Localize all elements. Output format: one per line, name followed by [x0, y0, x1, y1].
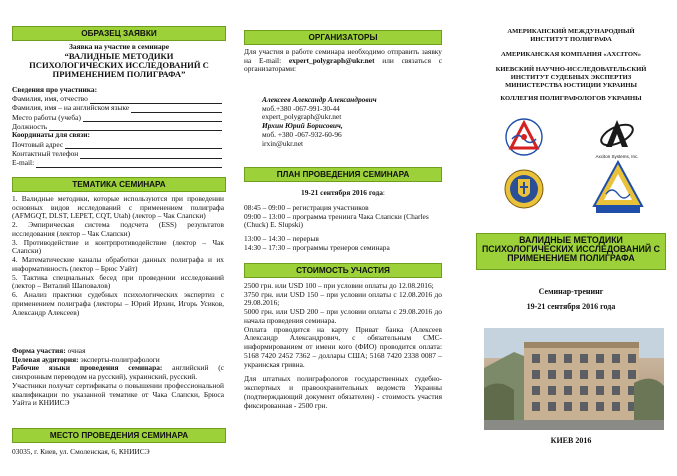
seminar-title-line: ПРИМЕНЕНИЕМ ПОЛИГРАФА”: [52, 69, 186, 80]
plan-item: 14:30 – 17:30 – программы тренеров семинара: [244, 242, 390, 252]
topic-item: 5. Тактика специальных бесед при проведении исследований (лектор – Виталий Шаповалов): [12, 272, 224, 291]
audience-label: Целевая аудитория:: [12, 354, 79, 364]
plan-header: ПЛАН ПРОВЕДЕНИЯ СЕМИНАРА: [244, 167, 442, 182]
form-field[interactable]: E-mail:: [12, 159, 222, 168]
institute-building-photo: [484, 328, 664, 430]
plan-item: 09:00 – 13:00 – программа тренинга Чака Слапски (Charles (Chuck) E. Slupski): [244, 211, 429, 230]
contact-phone: моб. +380 -067-932-60-96: [262, 129, 342, 139]
seminar-title-line: ПСИХОЛОГИЧЕСКИХ ИССЛЕДОВАНИЙ С: [29, 60, 209, 71]
form-field[interactable]: Почтовый адрес: [12, 140, 222, 149]
languages-label: Рабочие языки проведения семинара:: [12, 363, 163, 373]
seminar-application-title: [12, 43, 226, 80]
seminar-title-line: “ВАЛИДНЫЕ МЕТОДИКИ: [64, 50, 174, 61]
cost-item: 5000 грн. или USD 200 – при условии оплаты с 29.08.2016 до начала проведения семинара.: [244, 307, 442, 325]
org-name: ИНСТИТУТ СУДЕБНЫХ ЭКСПЕРТИЗ: [510, 74, 632, 82]
organizer-contacts: [262, 96, 440, 148]
org-name: АМЕРИКАНСКИЙ МЕЖДУНАРОДНЫЙ: [507, 28, 635, 35]
organizers-intro: Для участия в работе семинара необходимо отправить заявку на E-mail: expert_polygraph@ukr.net или связаться с организаторами:: [244, 47, 442, 74]
contact-phone: моб.+380 -067-991-30-44: [262, 103, 340, 113]
form-field[interactable]: Место работы (учеба): [12, 113, 222, 122]
contact-name: Алексеев Александр Александрович: [262, 95, 377, 104]
org-name: МИНИСТЕРСТВА ЮСТИЦИИ УКРАИНЫ: [505, 82, 637, 90]
seminar-details: [12, 347, 224, 408]
cost-item: 2500 грн. или USD 100 – при условии оплаты до 12.08.2016;: [244, 281, 434, 290]
organizations-list: [474, 28, 668, 103]
main-title-banner: [476, 233, 666, 270]
aiip-logo-icon: [504, 117, 544, 157]
form-field[interactable]: Фамилия, имя, отчество: [12, 95, 222, 104]
topics-list: [12, 195, 224, 317]
plan-list: [244, 204, 442, 253]
org-name: АМЕРИКАНСКАЯ КОМПАНИЯ «AXCITON»: [500, 51, 642, 59]
organizers-email[interactable]: expert_polygraph@ukr.net: [288, 55, 375, 65]
topic-item: 4. Математические каналы обработки данных полиграфа и их информативность (лектор – Брюс Уайт): [12, 255, 224, 273]
contact-name: Ирхин Юрий Борисович,: [262, 121, 343, 131]
main-title-line: ВАЛИДНЫЕ МЕТОДИКИ: [519, 235, 623, 245]
main-title-line: ПРИМЕНЕНИЕМ ПОЛИГРАФА: [507, 253, 635, 264]
cost-item: Оплата проводится на карту Приват банка (Алексеев Александр Александрович, с обязательным СМС-информированием от имени кого (ФИО) проводится оплата: 5168 7420 2452 7362 – доллары США; 5168 7420 2338 0087 – украинская гривна.: [244, 324, 442, 369]
org-name: КОЛЛЕГИЯ ПОЛИГРАФОЛОГОВ УКРАИНЫ: [500, 95, 642, 103]
contact-email[interactable]: expert_polygraph@ukr.net: [262, 112, 342, 122]
seminar-type: Семинар-тренинг: [538, 287, 604, 296]
form-field[interactable]: Должность: [12, 122, 222, 131]
application-line: Заявка на участие в семинаре: [68, 42, 170, 51]
cost-note: Для штатных полиграфологов государственных судебно-экспертных и правоохранительных ведомств Украины (подтверждающий документ обязателен) - стоимость участия фиксированная - 2500 грн.: [244, 374, 442, 410]
topic-item: 6. Анализ практики судебных психологических экспертиз с применением полиграфа (лекторы – Юрий Ирхин, Игорь Усиков, Александр Алексеев): [12, 290, 224, 317]
polygraph-collegium-logo-icon: [592, 160, 644, 216]
form-field[interactable]: Контактный телефон: [12, 149, 222, 158]
topic-item: 3. Противодействие и контрпротиводействие (лектор – Чак Слапски): [12, 237, 224, 256]
org-name: КИЕВСКИЙ НАУЧНО-ИССЛЕДОВАТЕЛЬСКИЙ: [495, 66, 647, 74]
cost-item: 3750 грн. или USD 150 – при условии оплаты с 12.08.2016 до 29.08.2016;: [244, 289, 442, 308]
city-year: КИЕВ 2016: [550, 436, 592, 445]
cost-list: [244, 282, 442, 410]
topic-item: 1. Валидные методики, которые используются при проведении основных видов исследований с применением полиграфа (AFMGQT, DLST, LEPET, CQT, Utah) (лектор – Чак Слапски): [12, 194, 224, 221]
contact-email[interactable]: irxin@ukr.net: [262, 138, 304, 148]
form-label: Форма участия:: [12, 346, 66, 355]
participant-info-label: Сведения про участника:: [12, 85, 98, 94]
kniise-emblem-icon: [504, 163, 544, 215]
contacts-label: Координаты для связи:: [12, 130, 90, 140]
axciton-logo-text: Axciton Systems, Inc.: [595, 153, 639, 159]
plan-item: 13:00 – 14:30 – перерыв: [244, 234, 319, 244]
languages-value: английский (с синхронным переводом на русский), украинский, русский.: [12, 363, 224, 382]
main-title-line: ПСИХОЛОГИЧЕСКИХ ИССЛЕДОВАНИЙ С: [481, 244, 660, 255]
topic-item: 2. Эмпирическая система подсчета (ESS) результатов исследования (лектор – Чак Слапски): [12, 220, 224, 238]
audience-value: эксперты-полиграфологи: [78, 354, 160, 364]
sample-application-header: ОБРАЗЕЦ ЗАЯВКИ: [12, 26, 226, 41]
org-name: ИНСТИТУТ ПОЛИГРАФА: [530, 36, 612, 44]
form-value: очная: [65, 346, 86, 355]
organizers-header: ОРГАНИЗАТОРЫ: [244, 30, 442, 45]
topics-header: ТЕМАТИКА СЕМИНАРА: [12, 177, 226, 192]
cost-header: СТОИМОСТЬ УЧАСТИЯ: [244, 263, 442, 278]
plan-item: 08:45 – 09:00 – регистрация участников: [244, 203, 369, 212]
certificates-text: Участники получат сертификаты о повышении профессиональной квалификации по указанной тематике от Чака Слапски, Брюса Уайта и КНИИСЭ: [12, 380, 224, 408]
axciton-logo-icon: [592, 117, 642, 161]
form-field[interactable]: Фамилия, имя – на английском языке: [12, 104, 222, 113]
plan-dates: 19-21 сентября 2016 года:: [301, 188, 385, 197]
venue-address: 03035, г. Киев, ул. Смоленская, 6, КНИИСЭ: [12, 447, 150, 456]
venue-header: МЕСТО ПРОВЕДЕНИЯ СЕМИНАРА: [12, 428, 226, 443]
seminar-dates: 19-21 сентября 2016 года: [526, 302, 616, 311]
application-form: [12, 86, 222, 168]
